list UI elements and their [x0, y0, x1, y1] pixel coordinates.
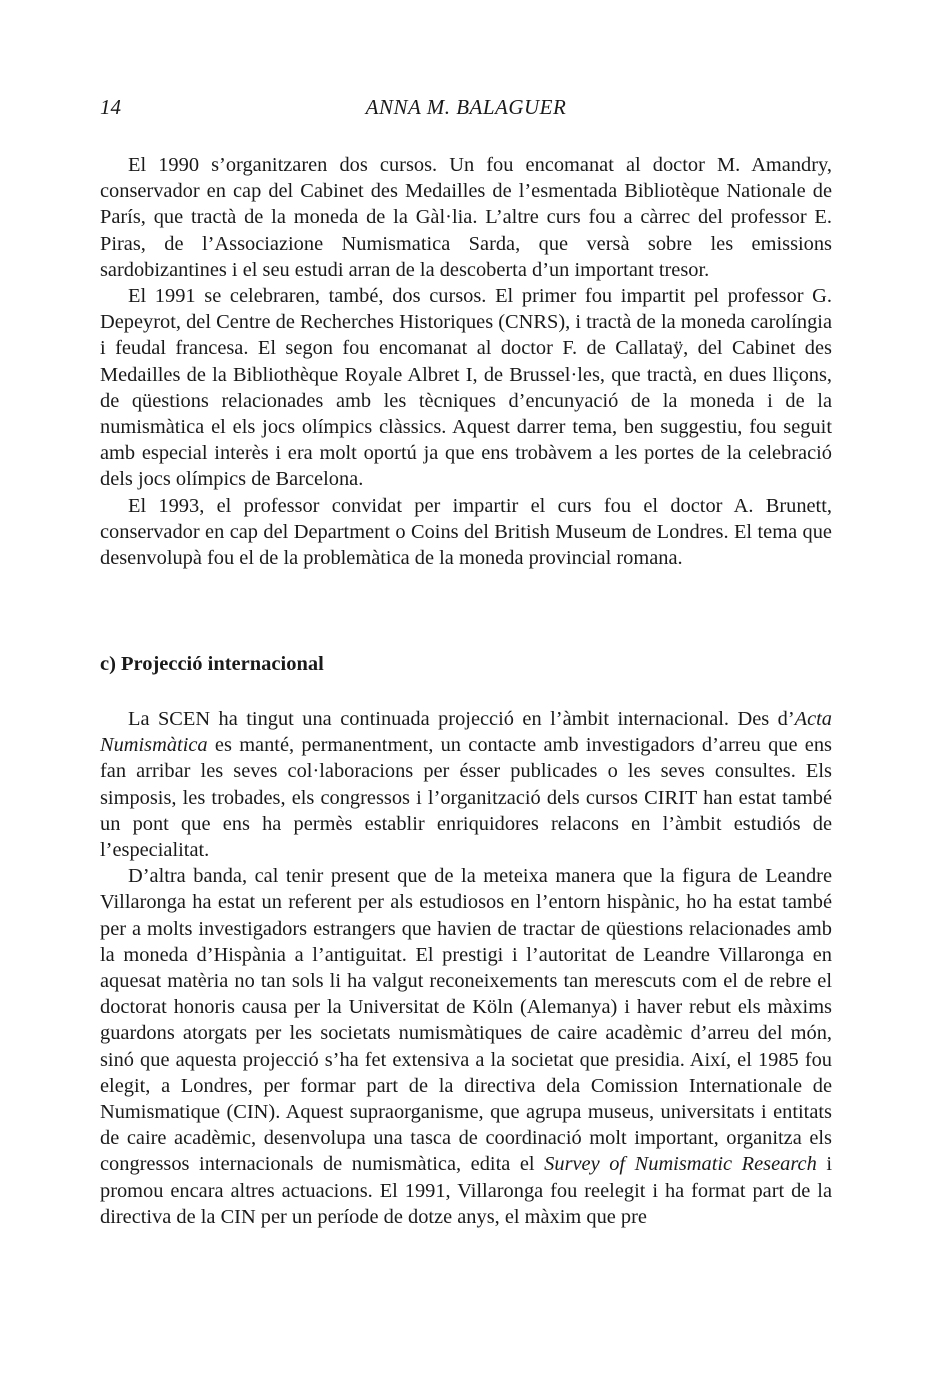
paragraph-courses-1991: El 1991 se celebraren, també, dos cursos. El primer fou impartit pel professor G. Depeyrot, del Centre de Recherches Historiques (CNRS), i tractà de la moneda carolíngia i feudal francesa. El segon fou encomanat al doctor F. de Callataÿ, del Cabinet des Medailles de la Bibliothèque Royale Albret I, de Brussel·les, que tractà, en dues lliçons, de qüestions relacionades amb les tècniques d’encunyació de la moneda i de la numismàtica el els jocs olímpics clàssics. Aquest darrer tema, ben suggestiu, fou seguit amb especial interès i era molt oportú ja que ens trobàvem a les portes de la celebració dels jocs olímpics de Barcelona.	[100, 285, 832, 491]
journal-title: Acta Numismàtica	[100, 708, 832, 757]
paragraph-text: es manté, permanentment, un contacte amb investigadors d’arreu que ens fan arribar les seves col·laboracions per ésser publicades o les seves consultes. Els simposis, les trobades, els congressos i l’organització dels cursos CIRIT han estat també un pont que ens ha permès establir enriquidores relacons en l’àmbit estudiós de l’especialitat.	[100, 734, 832, 862]
paragraph-courses-1993: El 1993, el professor convidat per impartir el curs fou el doctor A. Brunett, conservador en cap del Department o Coins del British Museum de Londres. El tema que desenvolupà fou el de la problemàtica de la moneda provincial romana.	[100, 494, 832, 570]
section-title: Projecció internacional	[120, 653, 324, 675]
journal-title: Survey of Numismatic Research	[544, 1153, 817, 1176]
paragraph-scen-projection	[100, 706, 832, 863]
paragraph-courses-1990: El 1990 s’organitzaren dos cursos. Un fou encomanat al doctor M. Amandry, conservador en cap del Cabinet des Medailles de l’esmentada Bibliotèque Nationale de París, que tractà de la moneda de la Gàl·lia. L’altre curs fou a càrrec del professor E. Piras, de l’Associazione Numismatica Sarda, que versà sobre les emissions sardobizantines i el seu estudi arran de la descoberta d’un important tresor.	[100, 154, 832, 281]
running-title: ANNA M. BALAGUER	[365, 95, 567, 119]
text-block-courses	[100, 152, 832, 571]
page-number: 14	[100, 95, 121, 119]
section-heading	[100, 651, 324, 677]
running-header	[100, 92, 832, 122]
paragraph-villaronga	[100, 863, 832, 1230]
paragraph-text: D’altra banda, cal tenir present que de la meteixa manera que la figura de Leandre Villaronga ha estat un referent per als estudiosos en l’entorn hispànic, ho ha estat també per a molts investigadors estrangers que havien de tractar de qüestions relacionades amb la moneda d’Hispània a l’antiguitat. El prestigi i l’autoritat de Leandre Villaronga en aquesat matèria no tan sols li ha valgut reconeixements tan merescuts com el de rebre el doctorat honoris causa per la Universitat de Köln (Alemanya) i haver rebut els màxims guardons atorgats per les societats numismàtiques de caire acadèmic d’arreu del món, sinó que aquesta projecció s’ha fet extensiva a la societat que presidia. Així, el 1985 fou elegit, a Londres, per formar part de la directiva dela Comission Internationale de Numismatique (CIN). Aquest supraorganisme, que agrupa museus, universitats i entitats de caire acadèmic, desenvolupa una tasca de coordinació molt important, organitza els congressos internacionals de numismàtica, edita el	[100, 865, 832, 1176]
text-block-projection	[100, 706, 832, 1230]
section-letter: c)	[100, 653, 116, 675]
paragraph-text: i promou encara altres actuacions. El 1991, Villaronga fou reelegit i ha format part de la directiva de la CIN per un període de dotze anys, el màxim que pre	[100, 1153, 833, 1228]
paragraph-text: La SCEN ha tingut una continuada projecció en l’àmbit internacional. Des d’	[128, 708, 795, 730]
